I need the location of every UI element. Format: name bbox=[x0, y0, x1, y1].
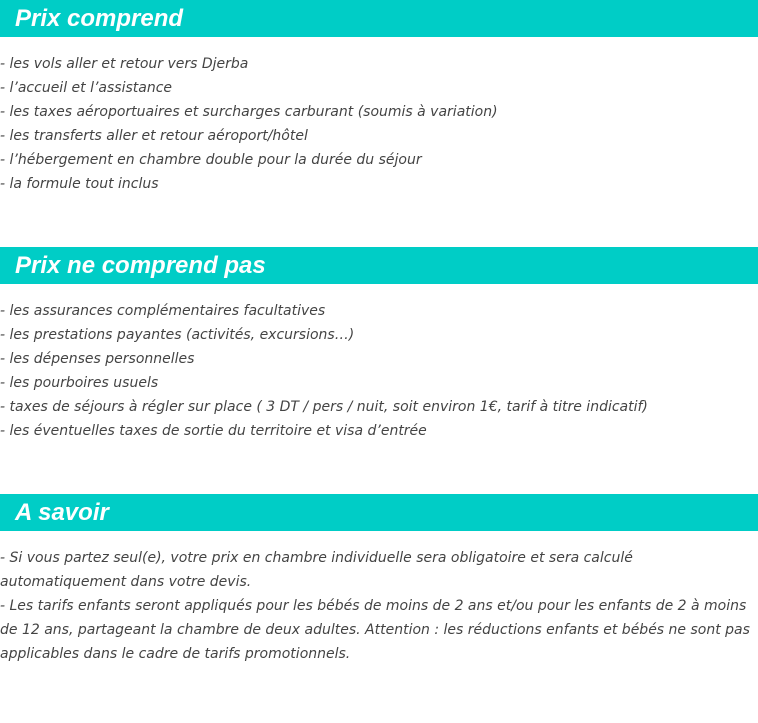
list-item: - les assurances complémentaires facultatives bbox=[0, 303, 326, 319]
section-title-prix-comprend: Prix comprend bbox=[0, 0, 758, 37]
section-a-savoir bbox=[0, 494, 758, 666]
list-item: - les éventuelles taxes de sortie du territoire et visa d’entrée bbox=[0, 423, 427, 439]
notes-list bbox=[0, 546, 758, 666]
list-item: - taxes de séjours à régler sur place ( 3 DT / pers / nuit, soit environ 1€, tarif à titre indicatif) bbox=[0, 399, 648, 415]
note-paragraph: - Si vous partez seul(e), votre prix en chambre individuelle sera obligatoire et sera calculé automatiquement dans votre devis. bbox=[0, 550, 633, 590]
section-title-a-savoir: A savoir bbox=[0, 494, 758, 531]
list-item: - les transferts aller et retour aéroport/hôtel bbox=[0, 128, 308, 144]
list-item: - l’accueil et l’assistance bbox=[0, 80, 173, 96]
list-item: - les vols aller et retour vers Djerba bbox=[0, 56, 249, 72]
list-item: - les prestations payantes (activités, excursions…) bbox=[0, 327, 355, 343]
list-item: - la formule tout inclus bbox=[0, 176, 159, 192]
section-prix-ne-comprend-pas bbox=[0, 247, 758, 443]
list-item: - les pourboires usuels bbox=[0, 375, 159, 391]
list-item: - les taxes aéroportuaires et surcharges carburant (soumis à variation) bbox=[0, 104, 498, 120]
section-prix-comprend bbox=[0, 0, 758, 196]
note-paragraph: - Les tarifs enfants seront appliqués pour les bébés de moins de 2 ans et/ou pour les enfants de 2 à moins de 12 ans, partageant la chambre de deux adultes. Attention : les réductions enfants et bébés ne sont pas applicables dans le cadre de tarifs promotionnels. bbox=[0, 598, 750, 662]
list-item: - l’hébergement en chambre double pour la durée du séjour bbox=[0, 152, 422, 168]
list-item: - les dépenses personnelles bbox=[0, 351, 195, 367]
excluded-list bbox=[0, 299, 758, 443]
included-list bbox=[0, 52, 758, 196]
section-title-prix-ne-comprend-pas: Prix ne comprend pas bbox=[0, 247, 758, 284]
